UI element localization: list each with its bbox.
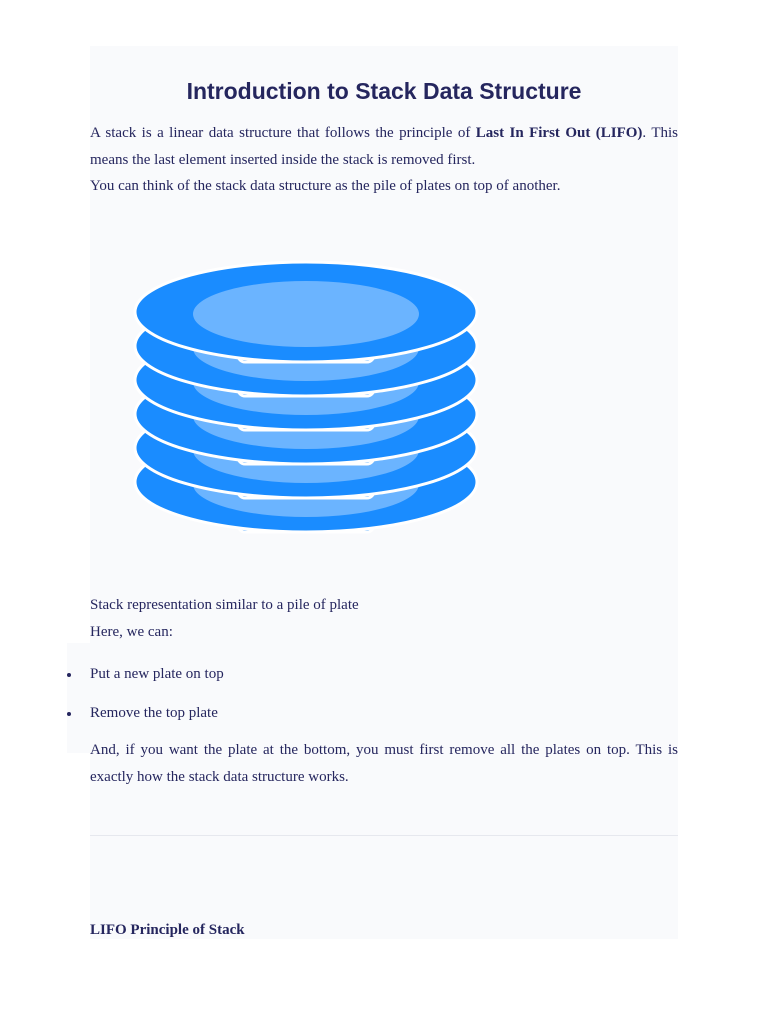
actions-list	[90, 661, 224, 739]
plate-center	[193, 281, 419, 347]
list-item-text: Remove the top plate	[90, 705, 218, 721]
lifo-emphasis: Last In First Out (LIFO)	[475, 125, 643, 141]
section-heading: LIFO Principle of Stack	[90, 922, 245, 938]
bullet-icon	[67, 712, 71, 716]
intro-paragraph	[90, 120, 678, 200]
plate	[135, 262, 477, 362]
here-we-can-text: Here, we can:	[90, 624, 173, 640]
list-background	[67, 643, 90, 753]
stack-of-plates-illustration	[128, 258, 484, 552]
list-item	[90, 661, 224, 688]
intro-text-start: A stack is a linear data structure that follows the principle of	[90, 125, 476, 141]
intro-text-end: . This means the last element inserted inside the stack is removed first.	[90, 125, 678, 168]
plates-group	[135, 262, 477, 532]
intro-plates-sentence: You can think of the stack data structure as the pile of plates on top of another.	[90, 178, 561, 194]
conclusion-paragraph: And, if you want the plate at the bottom, you must first remove all the plates on top. This is exactly how the stack data structure works.	[90, 742, 678, 785]
page-title: Introduction to Stack Data Structure	[186, 78, 582, 104]
list-item-text: Put a new plate on top	[90, 666, 224, 682]
section-divider	[90, 835, 678, 836]
list-item	[90, 700, 224, 727]
bullet-icon	[67, 673, 71, 677]
figure-caption: Stack representation similar to a pile of plate	[90, 597, 359, 613]
